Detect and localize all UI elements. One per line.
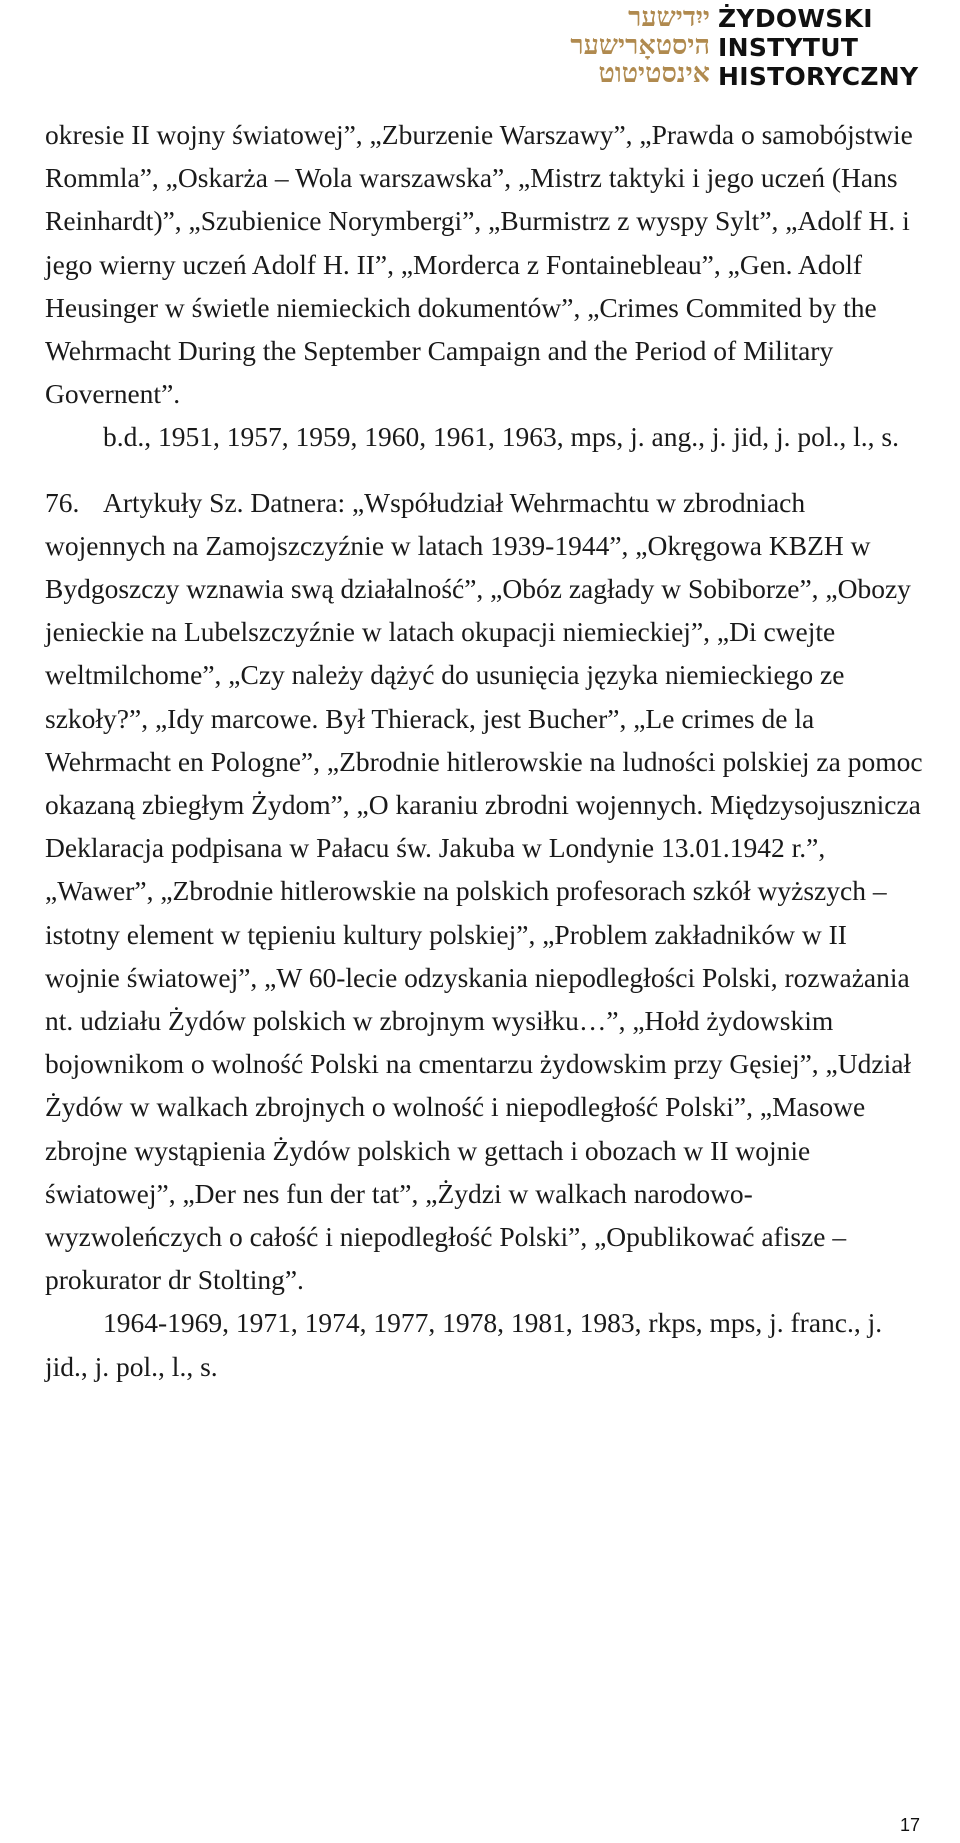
entry-text: Artykuły Sz. Datnera: „Współudział Wehrmachtu w zbrodniach wojennych na Zamojszczyźnie w latach 1939-1944”, „Okręgowa KBZH w Bydgoszczy wznawia swą działalność”, „Obóz zagłady w Sobiborze”, „Obozy jenieckie na Lubelszczyźnie w latach okupacji niemieckiej”, „Di cwejte weltmilchome”, „Czy należy dążyć do usunięcia języka niemieckiego ze szkoły?”, „Idy marcowe. Był Thierack, jest Bucher”, „Le crimes de la Wehrmacht en Pologne”, „Zbrodnie hitlerowskie na ludności polskiej za pomoc okazaną zbiegłym Żydom”, „O karaniu zbrodni wojennych. Międzysojusznicza Deklaracja podpisana w Pałacu św. Jakuba w Londynie 13.01.1942 r.”, „Wawer”, „Zbrodnie hitlerowskie na polskich profesorach szkół wyższych – istotny element w tępieniu kultury polskiej”, „Problem zakładników w II wojnie światowej”, „W 60-lecie odzyskania niepodległości Polski, rozważania nt. udziału Żydów polskich w zbrojnym wysiłku…”, „Hołd żydowskim bojownikom o wolność Polski na cmentarzu żydowskim przy Gęsiej”, „Udział Żydów w walkach zbrojnych o wolność i niepodległość Polski”, „Masowe zbrojne wystąpienia Żydów polskich w gettach i obozach w II wojnie światowej”, „Der nes fun der tat”, „Żydzi w walkach narodowo-wyzwoleńczych o całość i niepodległość Polski”, „Opublikować afisze – prokurator dr Stolting”. [45,486,923,1296]
page-number: 17 [899,1815,920,1835]
institute-logo [520,4,940,92]
logo-yiddish-line-3: אינסטיטוט [598,58,710,89]
logo-yiddish-line-2: היסטאָרישער [570,30,710,61]
logo-polish-text [718,4,940,91]
document-body [45,113,925,1388]
paragraph-continuation: okresie II wojny światowej”, „Zburzenie Warszawy”, „Prawda o samobójstwie Rommla”, „Oskarża – Wola warszawska”, „Mistrz taktyki i jego uczeń (Hans Reinhardt)”, „Szubienice Norymbergi”, „Burmistrz z wyspy Sylt”, „Adolf H. i jego wierny uczeń Adolf H. II”, „Morderca z Fontainebleau”, „Gen. Adolf Heusinger w świetle niemieckich dokumentów”, „Crimes Commited by the Wehrmacht During the September Campaign and the Period of Military Governent”. [45,119,913,410]
paragraph-dates: b.d., 1951, 1957, 1959, 1960, 1961, 1963, mps, j. ang., j. jid, j. pol., l., s. [103,421,899,453]
logo-polish-line-3: HISTORYCZNY [718,62,919,91]
logo-yiddish-text [520,4,710,88]
entry-number: 76. [45,486,80,518]
paragraph-entry-76-dates: 1964-1969, 1971, 1974, 1977, 1978, 1981, 1983, rkps, mps, j. franc., j. jid., j. pol., l., s. [45,1307,883,1382]
logo-polish-line-2: INSTYTUT [718,33,859,62]
logo-yiddish-line-1: ייִדישער [628,2,710,33]
logo-polish-line-1: ŻYDOWSKI [718,4,873,33]
entry-76 [45,481,925,1302]
